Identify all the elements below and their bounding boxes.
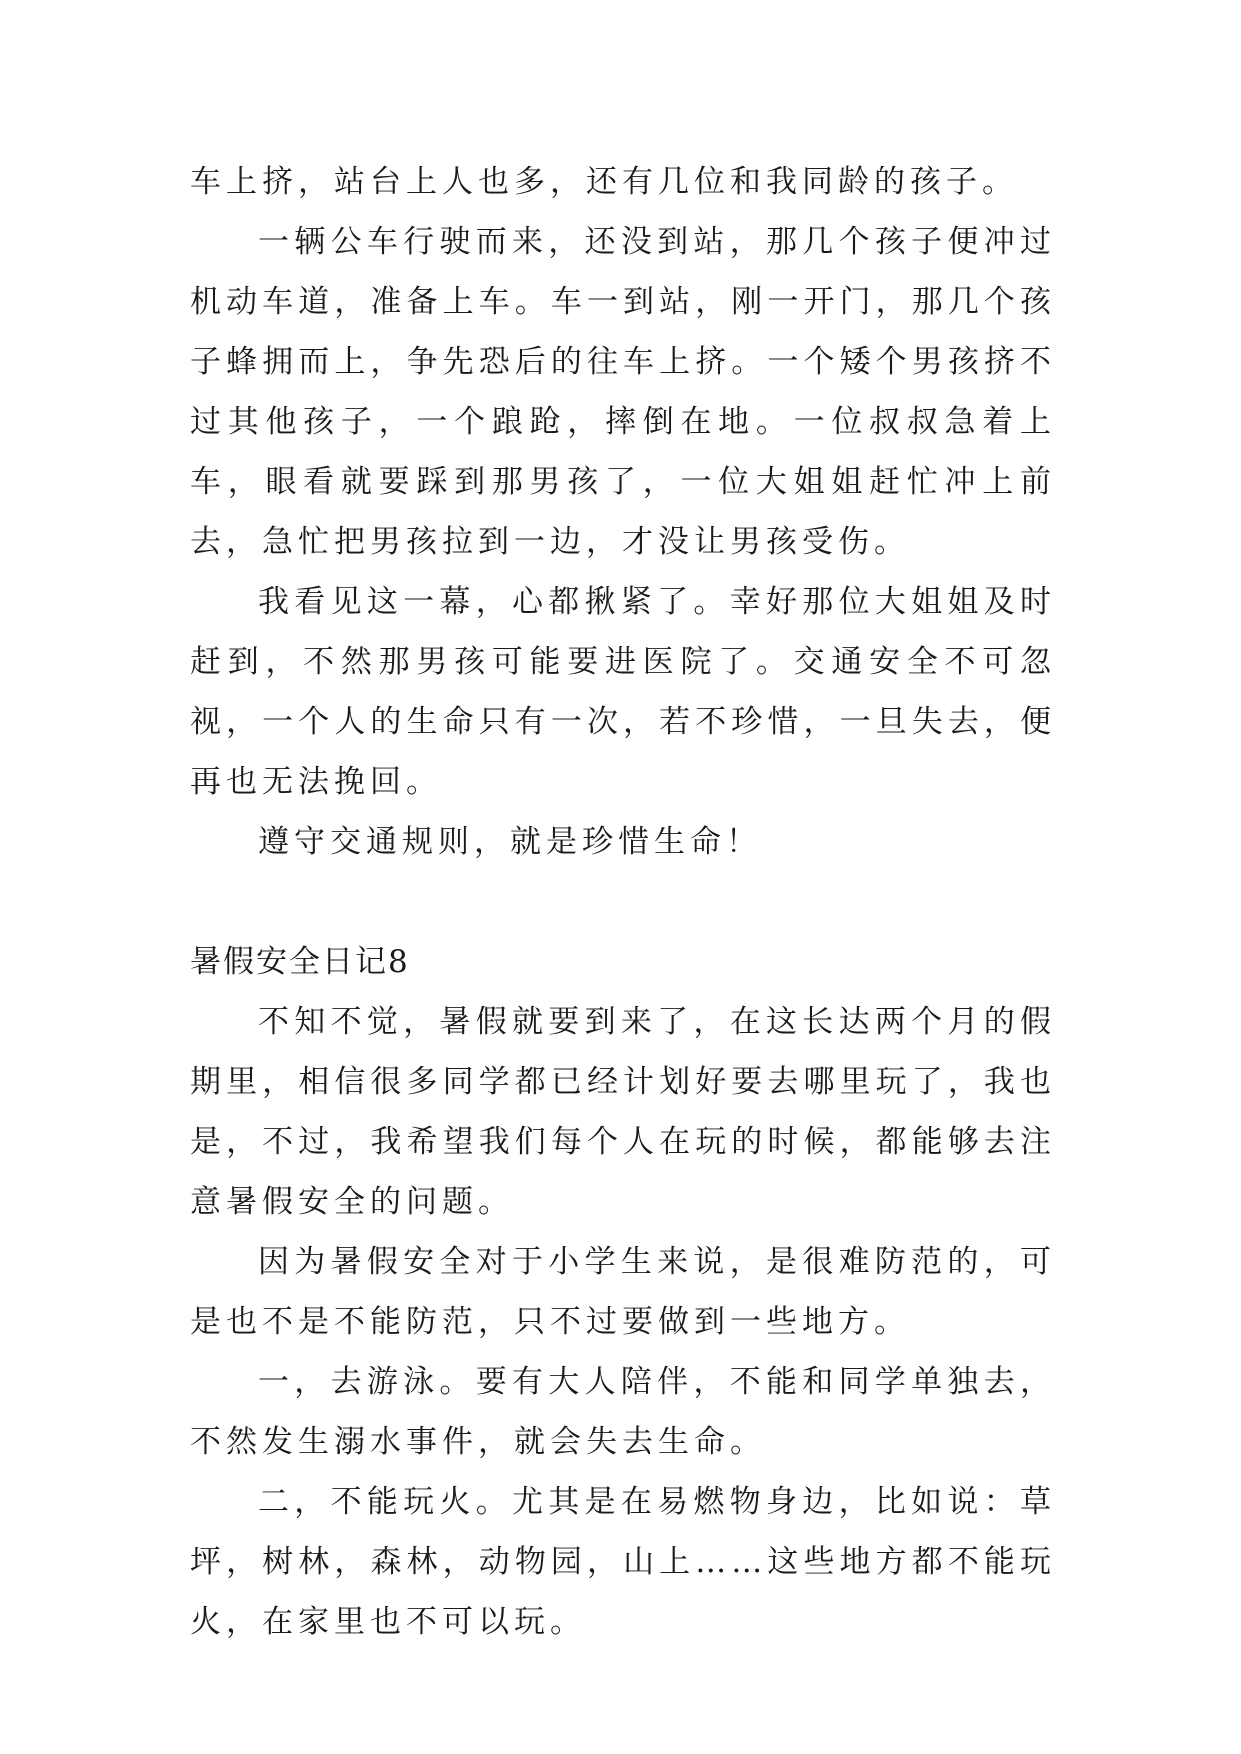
paragraph-prevention: 因为暑假安全对于小学生来说，是很难防范的，可是也不是不能防范，只不过要做到一些地方。 — [190, 1244, 1056, 1340]
paragraph-point-swimming: 一，去游泳。要有大人陪伴，不能和同学单独去，不然发生溺水事件，就会失去生命。 — [190, 1364, 1056, 1460]
paragraph-conclusion: 遵守交通规则，就是珍惜生命！ — [258, 824, 762, 860]
paragraph-reflection: 我看见这一幕，心都揪紧了。幸好那位大姐姐及时赶到，不然那男孩可能要进医院了。交通安全不可忽视，一个人的生命只有一次，若不珍惜，一旦失去，便再也无法挽回。 — [190, 584, 1056, 800]
paragraph-point-fire: 二，不能玩火。尤其是在易燃物身边，比如说：草坪，树林，森林，动物园，山上……这些地方都不能玩火，在家里也不可以玩。 — [190, 1484, 1056, 1640]
paragraph-continuation: 车上挤，站台上人也多，还有几位和我同龄的孩子。 — [190, 164, 1018, 200]
paragraph-intro: 不知不觉，暑假就要到来了，在这长达两个月的假期里，相信很多同学都已经计划好要去哪里玩了，我也是，不过，我希望我们每个人在玩的时候，都能够去注意暑假安全的问题。 — [190, 1004, 1056, 1220]
section-heading: 暑假安全日记8 — [190, 944, 410, 980]
document-body — [190, 152, 1056, 1652]
paragraph-bus-incident: 一辆公车行驶而来，还没到站，那几个孩子便冲过机动车道，准备上车。车一到站，刚一开门，那几个孩子蜂拥而上，争先恐后的往车上挤。一个矮个男孩挤不过其他孩子，一个踉跄，摔倒在地。一位叔叔急着上车，眼看就要踩到那男孩了，一位大姐姐赶忙冲上前去，急忙把男孩拉到一边，才没让男孩受伤。 — [190, 224, 1056, 560]
